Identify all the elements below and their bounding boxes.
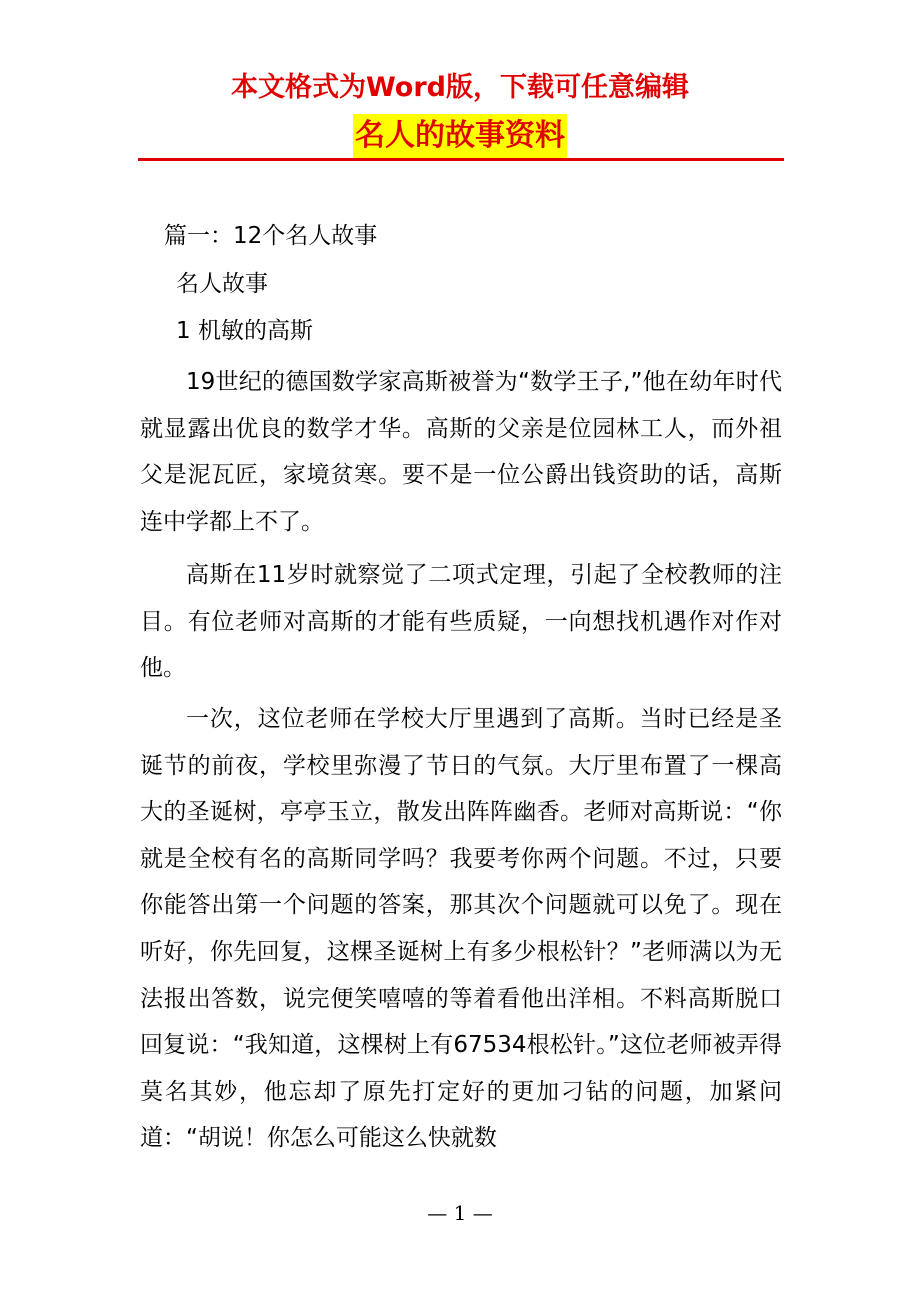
section-heading: 篇一：12个名人故事 [164, 223, 378, 249]
story-title: 1 机敏的高斯 [176, 318, 313, 344]
paragraph-3: 一次，这位老师在学校大厅里遇到了高斯。当时已经是圣诞节的前夜，学校里弥漫了节日的气氛。大厅里布置了一棵高大的圣诞树，亭亭玉立，散发出阵阵幽香。老师对高斯说：“你就是全校有名的高斯同学吗？我要考你两个问题。不过，只要你能答出第一个问题的答案，那其次个问题就可以免了。现在听好，你先回复，这棵圣诞树上有多少根松针？”老师满以为无法报出答数，说完便笑嘻嘻的等着看他出洋相。不料高斯脱口回复说：“我知道，这棵树上有67534根松针。”这位老师被弄得莫名其妙，他忘却了原先打定好的更加刁钻的问题，加紧问道：“胡说！你怎么可能这么快就数 [140, 706, 782, 1152]
header-divider [138, 158, 784, 161]
paragraph-1: 19世纪的德国数学家高斯被誉为“数学王子,”他在幼年时代就显露出优良的数学才华。高斯的父亲是位园林工人，而外祖父是泥瓦匠，家境贫寒。要不是一位公爵出钱资助的话，高斯连中学都上不了。 [140, 369, 782, 535]
title-container [0, 114, 920, 158]
subtitle: 名人故事 [176, 271, 268, 297]
page-number: — 1 — [427, 1201, 493, 1225]
download-notice: 本文格式为Word版，下载可任意编辑 [230, 72, 689, 103]
document-title: 名人的故事资料 [353, 114, 567, 158]
paragraph-2: 高斯在11岁时就察觉了二项式定理，引起了全校教师的注目。有位老师对高斯的才能有些质疑，一向想找机遇作对作对他。 [140, 562, 782, 682]
